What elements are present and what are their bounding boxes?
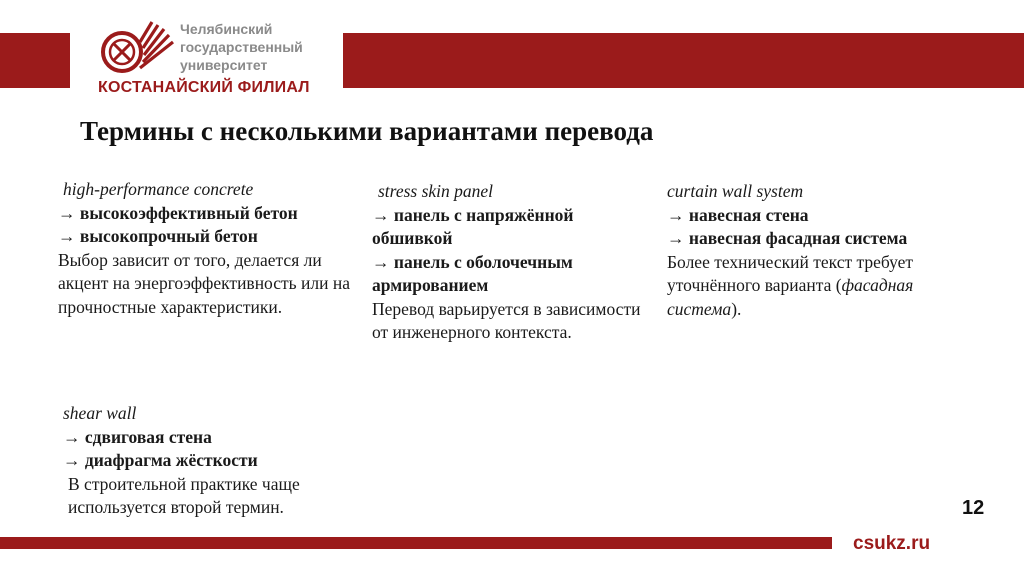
term-note-emphasis: фасадная система (667, 275, 914, 319)
term-translation: → навесная фасадная система (667, 228, 908, 248)
term-note (667, 251, 927, 322)
term-translation: → высокоэффективный бетон (58, 202, 298, 223)
slide-title: Термины с несколькими вариантами перевода (80, 116, 654, 146)
term-english: curtain wall system (667, 181, 804, 201)
header-band-right (343, 33, 1024, 88)
university-name (180, 20, 303, 74)
branch-name: КОСТАНАЙСКИЙ ФИЛИАЛ (98, 79, 310, 96)
footer-band (0, 537, 832, 549)
term-translation: → навесная стена (667, 204, 809, 225)
term-note: В строительной практике чаще используется второй термин. (68, 473, 300, 517)
term-english: high-performance concrete (63, 179, 254, 199)
site-link[interactable]: csukz.ru (853, 533, 931, 554)
term-english: stress skin panel (378, 181, 494, 201)
page-number: 12 (962, 497, 985, 519)
university-name-line: государственный (180, 39, 303, 55)
term-note: Выбор зависит от того, делается ли акцент на энергоэффективность или на прочностные характеристики. (58, 249, 350, 317)
term-translation: → сдвиговая стена (63, 426, 212, 447)
header-band-left (0, 33, 70, 88)
term-note-text: ). (731, 298, 742, 319)
university-name-line: университет (180, 57, 268, 73)
term-block-high-performance-concrete (58, 178, 363, 319)
university-name-line: Челябинский (180, 21, 273, 37)
term-block-curtain-wall-system (667, 180, 927, 321)
term-translation: → диафрагма жёсткости (63, 450, 258, 470)
university-logo-icon (98, 16, 178, 80)
term-english: shear wall (63, 403, 137, 423)
term-note-text: Более технический текст требует уточнённого варианта ( (667, 251, 914, 295)
term-note: Перевод варьируется в зависимости от инженерного контекста. (372, 298, 641, 342)
term-translation: → панель с оболочечным армированием (372, 251, 573, 295)
term-translation: → высокопрочный бетон (58, 226, 258, 246)
term-block-shear-wall (63, 402, 368, 520)
term-translation: → панель с напряжённой обшивкой (372, 204, 574, 248)
term-block-stress-skin-panel (372, 180, 652, 345)
